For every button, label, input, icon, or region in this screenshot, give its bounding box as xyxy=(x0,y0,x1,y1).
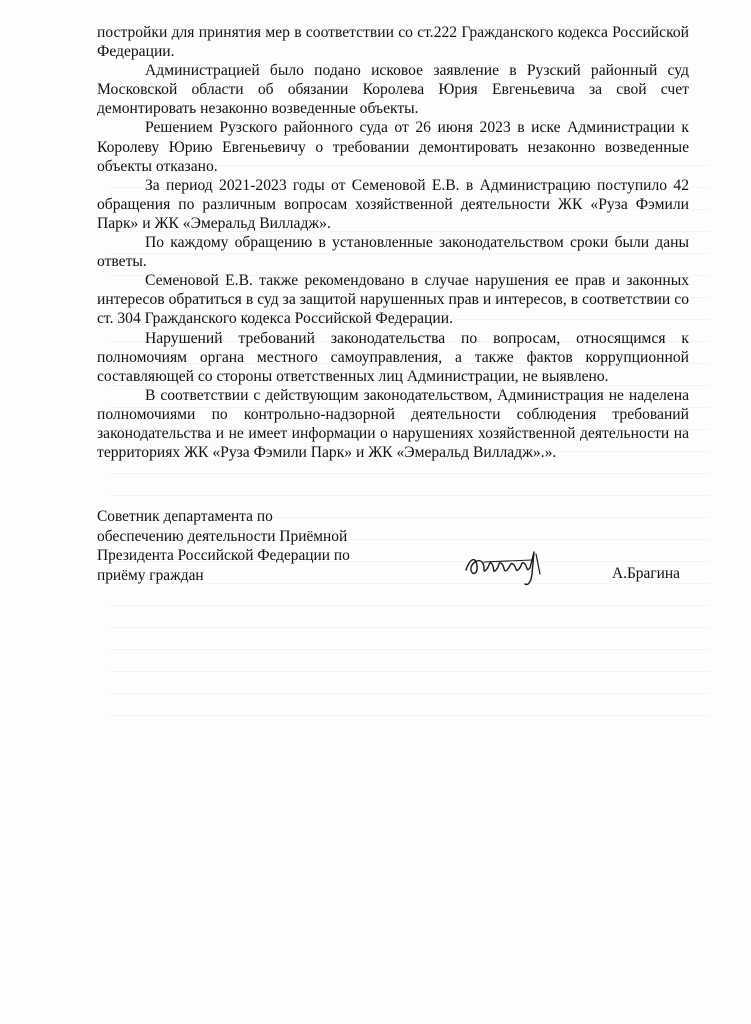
paragraph: По каждому обращению в установленные законодательством сроки были даны ответы. xyxy=(97,234,689,271)
handwritten-signature-icon xyxy=(462,540,552,588)
position-line: Советник департамента по xyxy=(97,508,273,525)
signer-position xyxy=(97,507,397,585)
letter-body xyxy=(97,23,689,462)
paragraph: В соответствии с действующим законодательством, Администрация не наделена полномочиями по контрольно-надзорной деятельности соблюдения требований законодательства и не имеет информации о нарушениях хозяйственной деятельности на территориях ЖК «Руза Фэмили Парк» и ЖК «Эмеральд Вилладж».». xyxy=(97,386,689,462)
position-line: приёму граждан xyxy=(97,566,204,584)
paragraph: Администрацией было подано исковое заявление в Рузский районный суд Московской области об обязании Королева Юрия Евгеньевича за свой счет демонтировать незаконно возведенные объекты. xyxy=(97,62,689,118)
paragraph: Решением Рузского районного суда от 26 июня 2023 в иске Администрации к Королеву Юрию Евгеньевичу о требовании демонтировать незаконно возведенные объекты отказано. xyxy=(97,119,689,175)
signer-name: А.Брагина xyxy=(612,565,680,582)
paragraph: Семеновой Е.В. также рекомендовано в случае нарушения ее прав и законных интересов обратиться в суд за защитой нарушенных прав и интересов, в соответствии со ст. 304 Гражданского кодекса Российской Федерации. xyxy=(97,272,689,328)
paragraph: постройки для принятия мер в соответствии со ст.222 Гражданского кодекса Российской Федерации. xyxy=(97,24,689,61)
position-line: обеспечению деятельности Приёмной xyxy=(97,527,348,545)
paragraph: Нарушений требований законодательства по вопросам, относящимся к полномочиям органа местного самоуправления, а также фактов коррупционной составляющей со стороны ответственных лиц Администрации, не выявлено. xyxy=(97,329,689,385)
paragraph: За период 2021-2023 годы от Семеновой Е.В. в Администрацию поступило 42 обращения по различным вопросам хозяйственной деятельности ЖК «Руза Фэмили Парк» и ЖК «Эмеральд Вилладж». xyxy=(97,176,689,232)
position-line: Президента Российской Федерации по xyxy=(97,547,350,565)
